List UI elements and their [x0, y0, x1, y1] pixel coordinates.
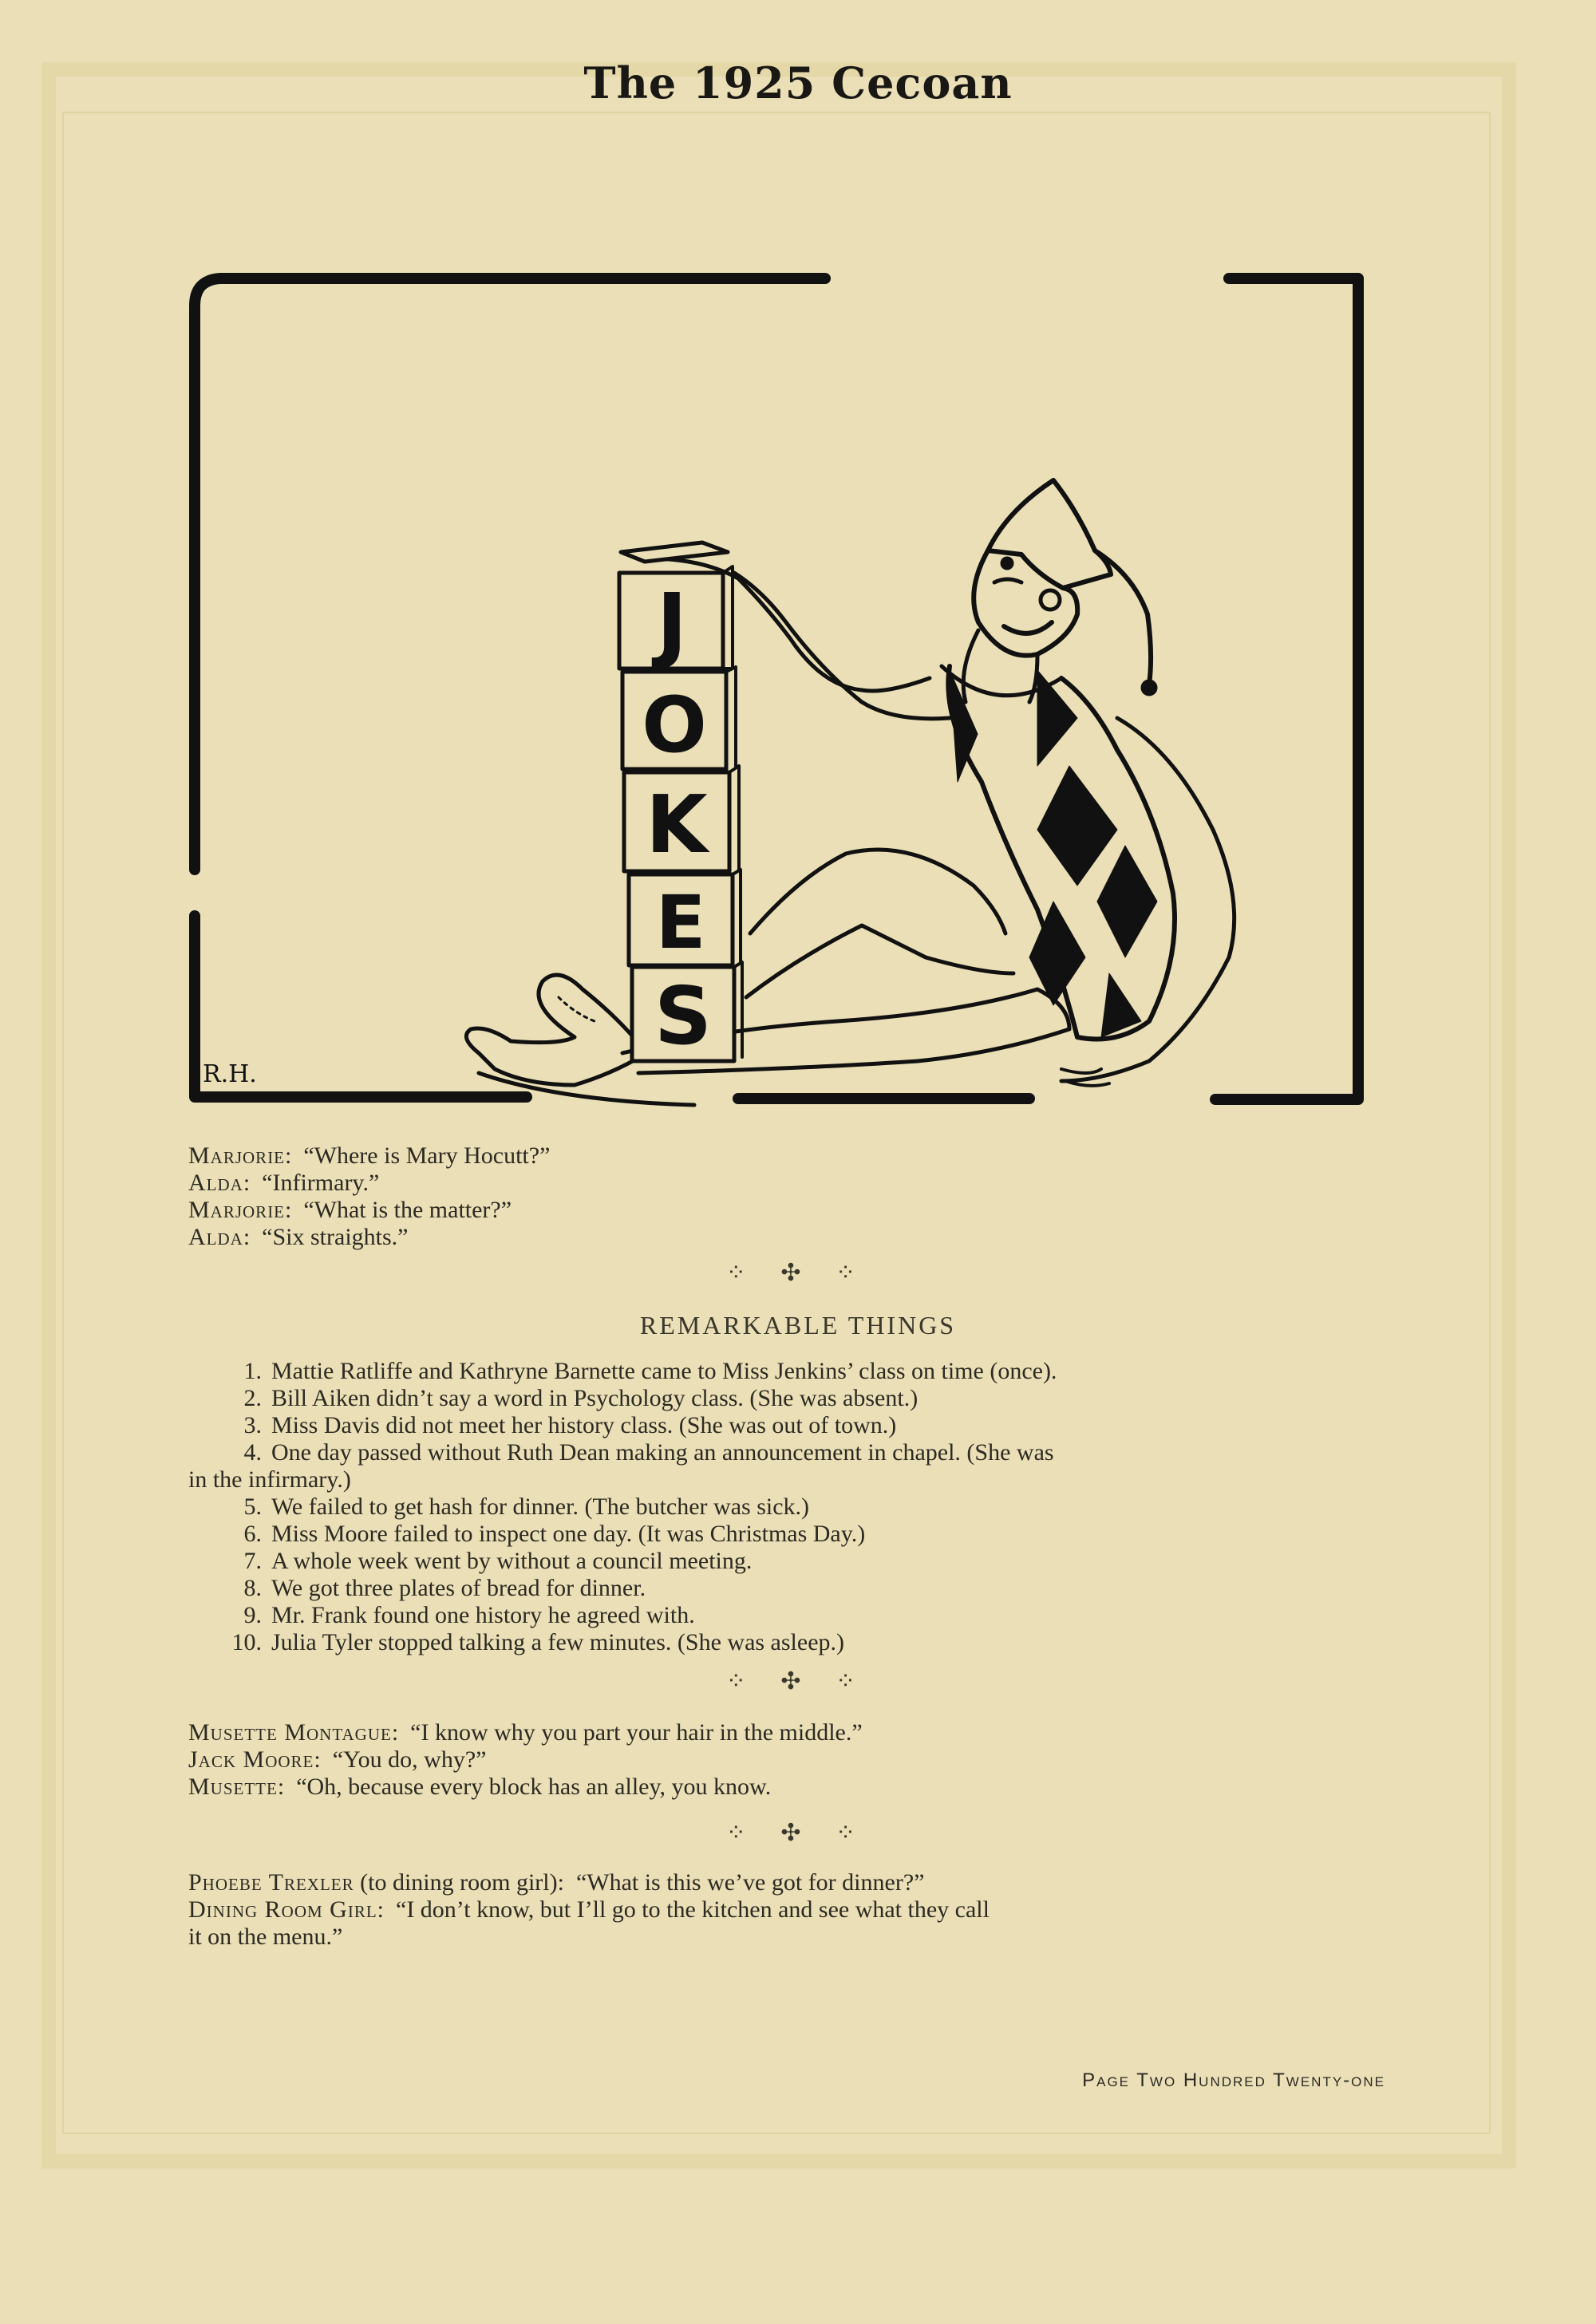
- artist-signature: R.H.: [203, 1060, 257, 1088]
- dialogue-line: Dining Room Girl: “I don’t know, but I’ll go to the kitchen and see what they call: [188, 1896, 990, 1923]
- dialogue-line: Marjorie: “Where is Mary Hocutt?”: [188, 1142, 551, 1169]
- list-item: 5. We failed to get hash for dinner. (The butcher was sick.): [243, 1493, 810, 1520]
- jester-hat: [988, 480, 1111, 588]
- dialogue-marjorie-alda: [188, 1142, 1385, 1251]
- jester-shoe: [466, 975, 646, 1085]
- dialogue-line: Marjorie: “What is the matter?”: [188, 1197, 512, 1223]
- jokes-illustration: [0, 0, 1596, 1133]
- block-letter-5: S: [654, 969, 713, 1063]
- list-item: 6. Miss Moore failed to inspect one day. (It was Christmas Day.): [243, 1521, 866, 1547]
- jester-leg: [750, 850, 1005, 933]
- page-number-footer: Page Two Hundred Twenty-one: [1082, 2070, 1385, 2091]
- dialogue-line: Musette: “Oh, because every block has an alley, you know.: [188, 1774, 772, 1800]
- section-separator: ⁘ ✣ ⁘: [725, 1820, 871, 1846]
- dialogue-line: Jack Moore: “You do, why?”: [188, 1746, 487, 1773]
- dialogue-phoebe-dining-room: [188, 1869, 1385, 1924]
- dialogue-line: Phoebe Trexler (to dining room girl): “What is this we’ve got for dinner?”: [188, 1869, 925, 1896]
- remarkable-things-list: [188, 1358, 1385, 1656]
- page-header-title: The 1925 Cecoan: [583, 57, 1013, 109]
- list-item: 8. We got three plates of bread for dinner.: [243, 1575, 646, 1601]
- list-item: 2. Bill Aiken didn’t say a word in Psychology class. (She was absent.): [243, 1385, 918, 1411]
- section-separator: ⁘ ✣ ⁘: [725, 1260, 871, 1286]
- block-letter-1: J: [656, 575, 688, 673]
- list-item: 10. Julia Tyler stopped talking a few minutes. (She was asleep.): [231, 1629, 845, 1655]
- block-letter-4: E: [655, 880, 706, 965]
- dialogue-line: Musette Montague: “I know why you part your hair in the middle.”: [188, 1719, 863, 1746]
- section-separator: ⁘ ✣ ⁘: [725, 1668, 871, 1695]
- block-letter-2: O: [642, 681, 707, 770]
- list-item: 4. One day passed without Ruth Dean making an announcement in chapel. (She was: [243, 1439, 1054, 1466]
- block-letter-3: K: [646, 778, 708, 871]
- list-item: 9. Mr. Frank found one history he agreed with.: [243, 1602, 695, 1628]
- dialogue-line: Alda: “Infirmary.”: [188, 1170, 380, 1196]
- frame-top-right: [1215, 278, 1358, 1099]
- dialogue-line: Alda: “Six straights.”: [188, 1224, 409, 1250]
- list-item-continuation: in the infirmary.): [188, 1466, 351, 1493]
- remarkable-things-heading: REMARKABLE THINGS: [639, 1311, 957, 1340]
- list-item: 1. Mattie Ratliffe and Kathryne Barnette came to Miss Jenkins’ class on time (once).: [243, 1358, 1057, 1384]
- list-item: 3. Miss Davis did not meet her history class. (She was out of town.): [243, 1412, 897, 1438]
- dialogue-continuation: it on the menu.”: [188, 1924, 343, 1950]
- dialogue-musette-jack: [188, 1719, 1385, 1801]
- list-item: 7. A whole week went by without a council meeting.: [243, 1548, 753, 1574]
